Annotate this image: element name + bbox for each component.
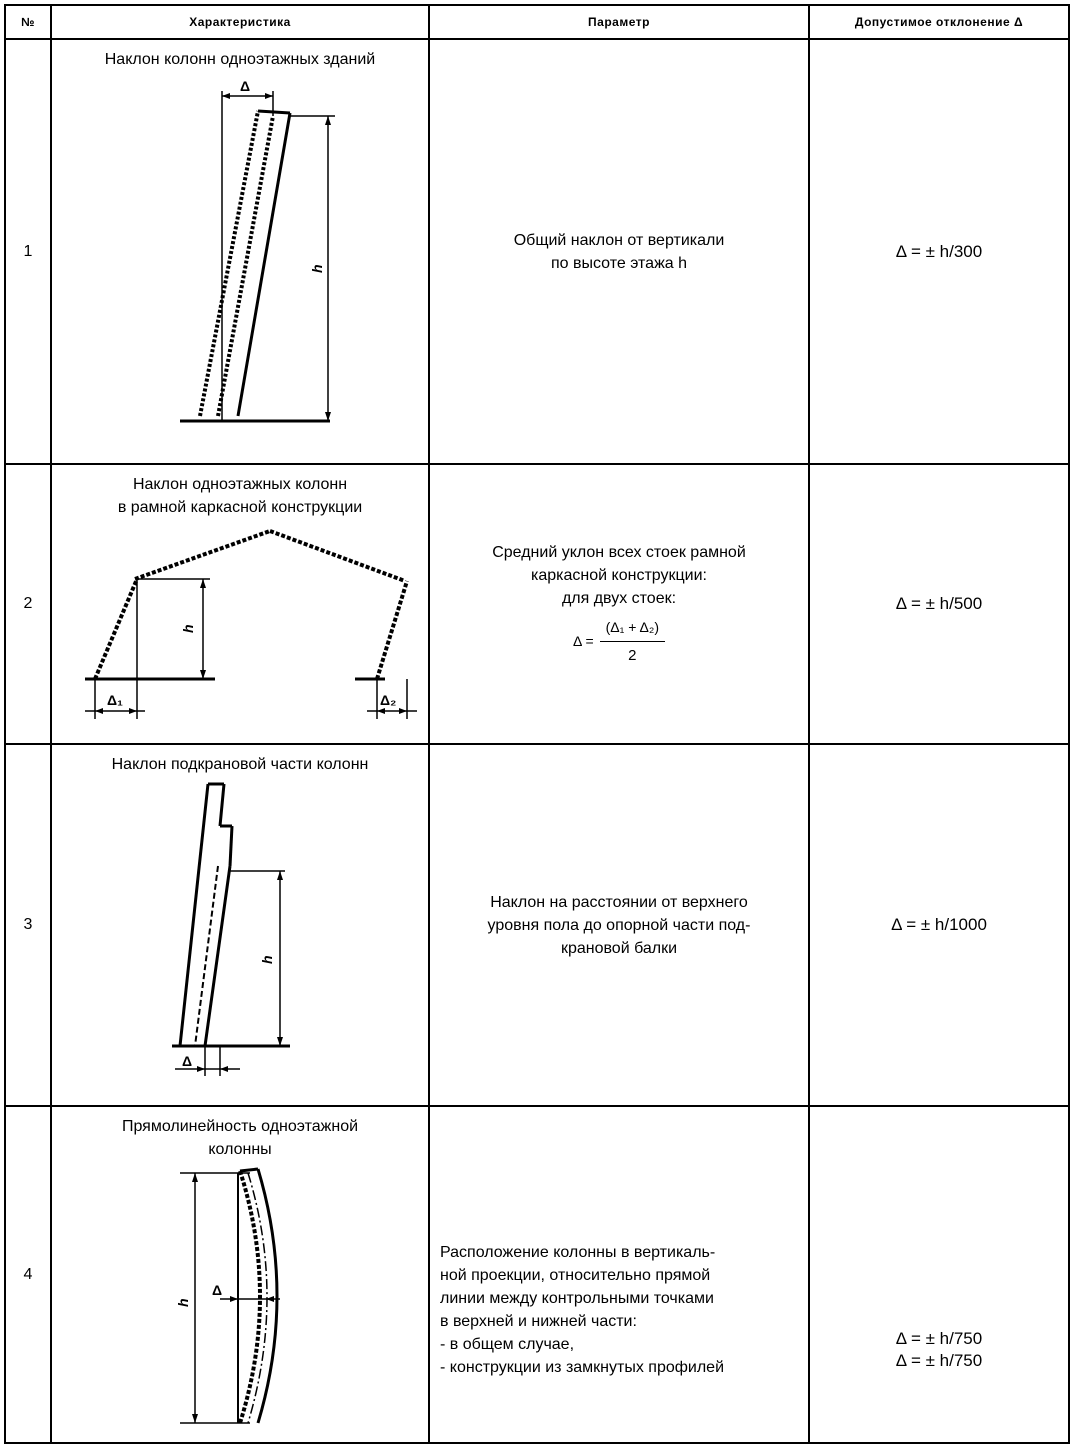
row-number: 2 — [5, 464, 51, 744]
characteristic-title: Наклон колонн одноэтажных зданий — [104, 51, 376, 68]
table-row — [5, 464, 1069, 744]
row-number: 4 — [5, 1106, 51, 1443]
tolerance-table — [4, 4, 1068, 1442]
parameter-cell: Расположение колонны в вертикаль- ной проекции, относительно прямой линии между контрольными точками в верхней и нижней части: - в общем случае, - конструкции из замкнутых профилей — [429, 1106, 809, 1443]
deviation-value: Δ = ± h/1000 — [809, 744, 1069, 1106]
characteristic-title: Наклон одноэтажных колонн в рамной каркасной конструкции — [117, 476, 363, 516]
characteristic-cell — [51, 1106, 429, 1443]
frame-tilt-diagram — [55, 519, 425, 739]
characteristic-cell — [51, 744, 429, 1106]
row-number: 1 — [5, 39, 51, 464]
h-label: h — [309, 264, 325, 273]
average-formula: Δ = $\frac{\text{(Δ₁ + Δ₂)}}{2}$ — [573, 616, 665, 667]
deviation-value: Δ = ± h/300 — [809, 39, 1069, 464]
column-tilt-diagram — [140, 71, 340, 431]
delta2-label: Δ₂ — [380, 692, 397, 708]
crane-column-diagram — [140, 776, 340, 1081]
header-parameter: Параметр — [429, 5, 809, 39]
characteristic-cell — [51, 464, 429, 744]
h-label: h — [180, 624, 196, 633]
table-row — [5, 744, 1069, 1106]
h-label: h — [175, 1298, 191, 1307]
parameter-cell: Общий наклон от вертикали по высоте этажа h — [429, 39, 809, 464]
row-number: 3 — [5, 744, 51, 1106]
delta-label: Δ — [182, 1053, 193, 1069]
table-row — [5, 1106, 1069, 1443]
delta-label: Δ — [212, 1282, 223, 1298]
parameter-cell: Средний уклон всех стоек рамной каркасной конструкции: для двух стоек: Δ = $\frac{\text{(Δ₁ + Δ₂)}}{2}$ — [429, 464, 809, 744]
h-label: h — [259, 955, 275, 964]
deviation-value: Δ = ± h/750 Δ = ± h/750 — [809, 1106, 1069, 1443]
deviation-value: Δ = ± h/500 — [809, 464, 1069, 744]
characteristic-cell — [51, 39, 429, 464]
table-row — [5, 39, 1069, 464]
header-characteristic: Характеристика — [51, 5, 429, 39]
parameter-cell: Наклон на расстоянии от верхнего уровня пола до опорной части под- крановой балки — [429, 744, 809, 1106]
header-number: № — [5, 5, 51, 39]
delta1-label: Δ₁ — [107, 692, 123, 708]
characteristic-title: Прямолинейность одноэтажной колонны — [121, 1118, 359, 1158]
delta-label: Δ — [240, 78, 251, 94]
header-deviation: Допустимое отклонение Δ — [809, 5, 1069, 39]
column-straightness-diagram — [140, 1161, 340, 1431]
table-header-row — [5, 5, 1069, 39]
characteristic-title: Наклон подкрановой части колонн — [111, 756, 369, 773]
